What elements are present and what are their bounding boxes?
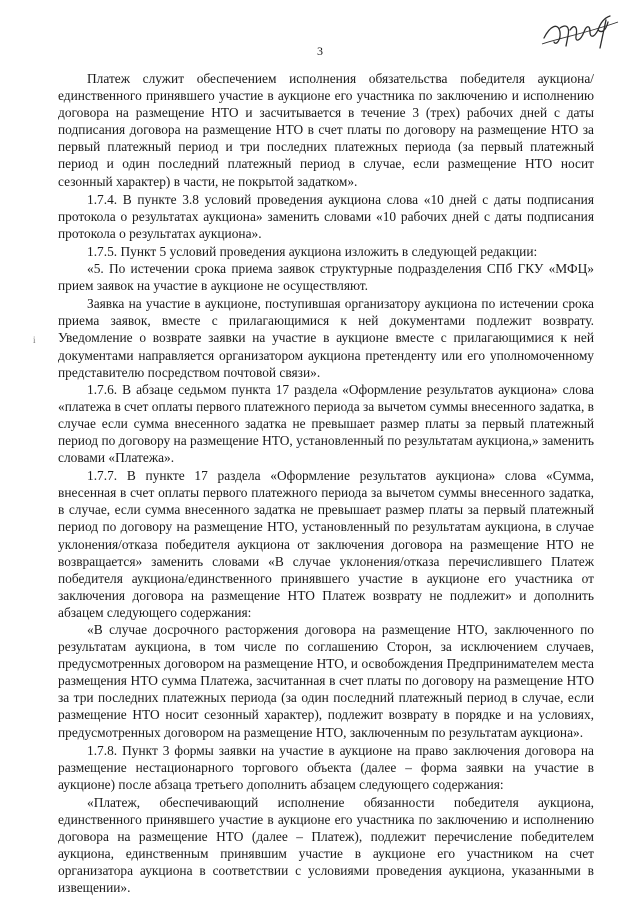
paragraph-payment-transfer: «Платеж, обеспечивающий исполнение обязанности победителя аукциона, единственного принявшего участие в аукционе его участника по заключению и исполнению договора на размещение НТО (далее – Платеж), подлежит перечисление победителем аукциона, единственным принявшим участие в аукционе его участником на счет организатора аукциона в соответствии с условиями проведения аукциона, указанными в извещении». — [58, 794, 594, 896]
paragraph-1-7-8: 1.7.8. Пункт 3 формы заявки на участие в аукционе на право заключения договора на размещение нестационарного торгового объекта (далее – форма заявки на участие в аукционе) после абзаца третьего дополнить абзацем следующего содержания: — [58, 742, 594, 792]
paragraph-1-7-6: 1.7.6. В абзаце седьмом пункта 17 раздела «Оформление результатов аукциона» слова «платежа в счет оплаты первого платежного периода за вычетом суммы внесенного задатка, в случае если сумма внесенного задатка не превышает размер платы за первый платежный период по договору на размещение НТО, установленный по результатам аукциона,» заменить словами «Платежа». — [58, 381, 594, 466]
paragraph-1-7-5: 1.7.5. Пункт 5 условий проведения аукциона изложить в следующей редакции: — [87, 243, 538, 259]
page-number: 3 — [317, 44, 323, 58]
paragraph-1-7-7: 1.7.7. В пункте 17 раздела «Оформление результатов аукциона» слова «Сумма, внесенная в счет оплаты первого платежного периода за вычетом суммы внесенного задатка, в случае, если сумма внесенного задатка не превышает размер платы за первый платежный период по договору на размещение НТО, установленный по результатам аукциона, в случае уклонения/отказа победителя аукциона от заключения договора на размещение НТО не возвращается» заменить словами «В случае уклонения/отказа перечислившего Платеж победителя аукциона/единственного принявшего участие в аукционе его участника от заключения договора на размещение НТО Платеж возврату не подлежит» и дополнить абзацем следующего содержания: — [58, 468, 594, 620]
paragraph-early-termination: «В случае досрочного расторжения договора на размещение НТО, заключенного по результатам аукциона, в том числе по соглашению Сторон, за исключением случаев, предусмотренных договором на размещение НТО, и освобождения Предпринимателем места размещения НТО сумма Платежа, засчитанная в счет платы по договору на размещение НТО за три последних платежных периода (за один последний платежный период в случае, если размещение НТО носит сезонный характер), подлежит возврату в порядке и на условиях, предусмотренных договором на размещение НТО, заключенным по результатам аукциона». — [58, 622, 594, 740]
paragraph-1-7-4: 1.7.4. В пункте 3.8 условий проведения аукциона слова «10 дней с даты подписания протокола о результатах аукциона» заменить словами «10 рабочих дней с даты подписания протокола о результатах аукциона». — [58, 191, 594, 241]
paragraph-item-5: «5. По истечении срока приема заявок структурные подразделения СПб ГКУ «МФЦ» прием заявок на участие в аукционе не осуществляют. — [58, 261, 594, 294]
scan-edge-mark: i — [33, 335, 36, 345]
paragraph-application-return: Заявка на участие в аукционе, поступившая организатору аукциона по истечении срока приема заявок, вместе с прилагающимися к ней документами подлежит возврату. Уведомление о возврате заявки на участие в аукционе вместе с прилагающимися к ней документами направляется организатором аукциона претенденту или его уполномоченному представителю посредством почтовой связи». — [58, 296, 594, 380]
document-body — [58, 70, 594, 897]
paragraph-payment-guarantee: Платеж служит обеспечением исполнения обязательства победителя аукциона/единственного принявшего участие в аукционе его участника по заключению и исполнению договора на размещение НТО и засчитывается в течение 3 (трех) рабочих дней с даты подписания договора на размещение НТО в счет платы по договору на размещение НТО за первый платежный период и три последних платежных периода (за первый платежный период и один последний платежный период в случае, если размещение НТО носит сезонный характер) в части, не покрытой задатком». — [58, 71, 594, 189]
handwritten-signature — [540, 8, 620, 56]
